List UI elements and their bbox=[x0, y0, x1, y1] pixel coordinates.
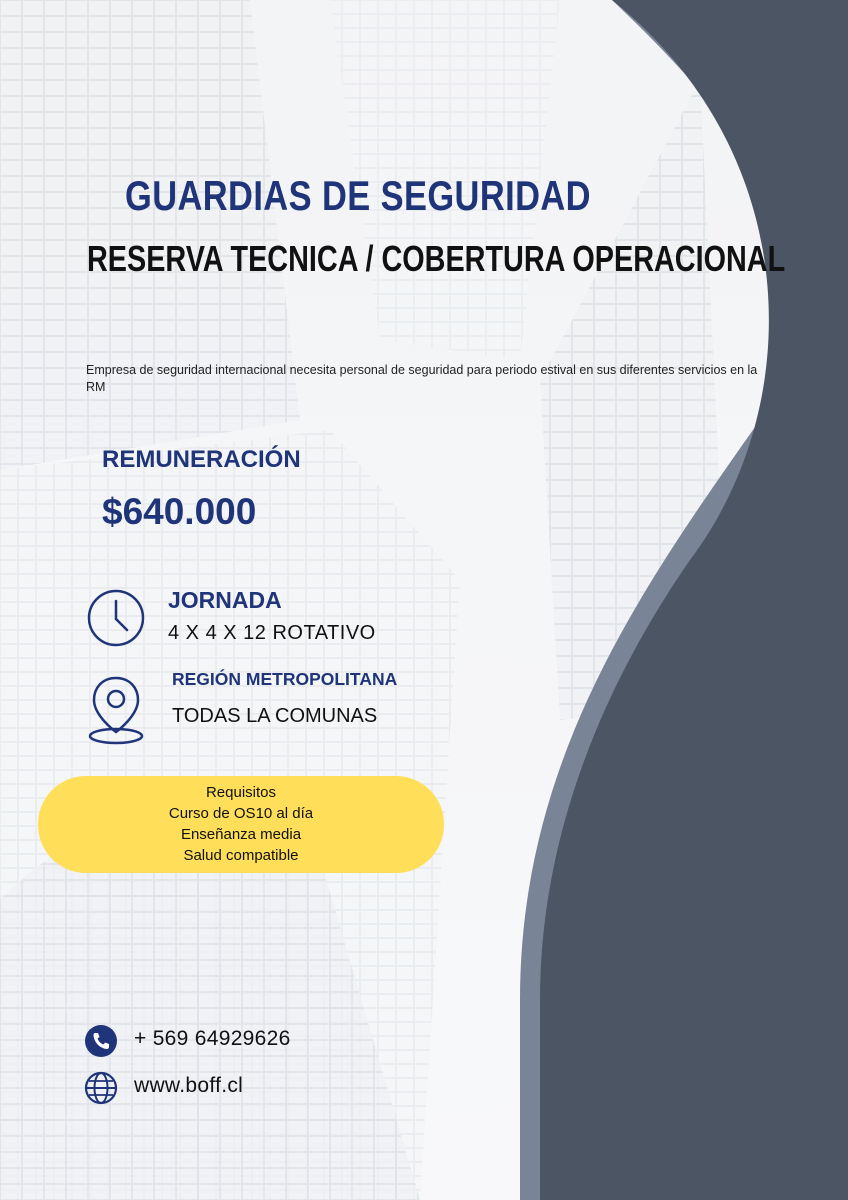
phone-number[interactable]: + 569 64929626 bbox=[134, 1027, 291, 1050]
region-label: REGIÓN METROPOLITANA bbox=[172, 669, 398, 689]
schedule-label: JORNADA bbox=[168, 587, 282, 613]
requirement-item: Salud compatible bbox=[183, 847, 299, 864]
schedule-value: 4 X 4 X 12 ROTATIVO bbox=[168, 622, 376, 644]
requirements-list bbox=[38, 782, 444, 866]
location-pin-icon bbox=[86, 674, 146, 746]
requirements-heading: Requisitos bbox=[205, 784, 277, 801]
requirement-item: Curso de OS10 al día bbox=[168, 805, 314, 822]
job-description: Empresa de seguridad internacional necesita personal de seguridad para periodo estival en sus diferentes servicios en la RM bbox=[86, 363, 758, 394]
clock-icon bbox=[86, 588, 146, 648]
salary-value: $640.000 bbox=[102, 491, 257, 532]
salary-label: REMUNERACIÓN bbox=[102, 446, 301, 473]
phone-icon bbox=[84, 1024, 118, 1058]
globe-icon bbox=[84, 1071, 118, 1105]
page-title: GUARDIAS DE SEGURIDAD bbox=[125, 172, 591, 219]
page-subtitle: RESERVA TECNICA / COBERTURA OPERACIONAL bbox=[87, 238, 786, 279]
website-link[interactable]: www.boff.cl bbox=[134, 1074, 244, 1097]
region-value: TODAS LA COMUNAS bbox=[172, 705, 378, 727]
requirement-item: Enseñanza media bbox=[180, 826, 302, 843]
